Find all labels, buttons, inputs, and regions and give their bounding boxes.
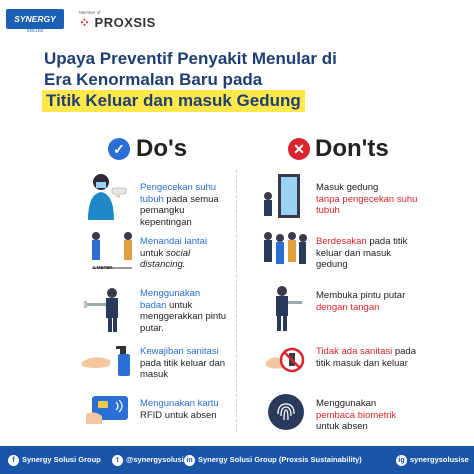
- title-line-2: Era Kenormalan Baru pada: [44, 70, 263, 89]
- dos-item-2: [140, 236, 232, 271]
- dos-item-2-highlight: Menandai lantai: [140, 236, 208, 247]
- cross-icon: ✕: [288, 138, 310, 160]
- donts-item-2-highlight: Berdesakan: [316, 236, 367, 247]
- dos-item-5-rest: RFID untuk absen: [140, 409, 217, 421]
- dos-item-2-rest: untuk: [140, 247, 166, 259]
- donts-item-4-highlight: Tidak ada sanitasi: [316, 346, 393, 357]
- donts-item-4-rest: pada titik masuk dan keluar: [316, 346, 416, 369]
- dos-heading: Do's: [136, 135, 188, 162]
- donts-item-1-highlight: tanpa pengecekan suhu tubuh: [316, 193, 418, 216]
- floor-distance-label: 1 METER: [93, 265, 113, 270]
- donts-heading: Don'ts: [315, 135, 389, 162]
- donts-item-5-rest: untuk absen: [316, 421, 368, 432]
- dos-item-4-highlight: Kewajiban sanitasi: [140, 346, 219, 357]
- twitter-icon: t: [112, 455, 123, 466]
- dos-item-3-highlight-b: badan: [140, 299, 167, 311]
- dos-item-5: [140, 398, 232, 421]
- footer-twitter-link[interactable]: [112, 446, 184, 474]
- donts-item-2-rest: pada titik keluar dan masuk gedung: [316, 236, 408, 270]
- fingerprint-icon: [266, 392, 306, 432]
- donts-item-1: [316, 182, 421, 217]
- donts-item-1-lead: Masuk gedung: [316, 182, 379, 193]
- column-divider: [236, 170, 237, 432]
- donts-item-2: [316, 236, 421, 271]
- no-sanitizer-illustration: [264, 342, 308, 378]
- dos-item-3-rest: untuk menggerakkan pintu putar.: [140, 299, 227, 334]
- footer-bar: [0, 446, 474, 474]
- donts-item-3: [316, 290, 421, 313]
- footer-instagram-label: synergysolusise: [410, 455, 469, 464]
- donts-item-4: [316, 346, 421, 369]
- dos-item-2-italic: social distancing.: [140, 247, 191, 270]
- page-title: [44, 48, 337, 90]
- donts-item-5: [316, 398, 421, 433]
- footer-facebook-label: Synergy Solusi Group: [22, 455, 101, 464]
- crowding-illustration: [260, 228, 308, 274]
- dos-item-3-highlight: Menggunakan: [140, 288, 201, 299]
- title-line-1: Upaya Preventif Penyakit Menular di: [44, 49, 337, 68]
- linkedin-icon: in: [184, 455, 195, 466]
- temperature-check-illustration: [74, 172, 134, 222]
- facebook-icon: f: [8, 455, 19, 466]
- proxsis-logo: [79, 15, 156, 31]
- donts-item-3-highlight: dengan tangan: [316, 301, 380, 313]
- entering-without-check-illustration: [258, 172, 308, 222]
- donts-item-5-lead: Menggunakan: [316, 398, 377, 409]
- rfid-card-illustration: [80, 388, 136, 428]
- revolving-door-body-illustration: [78, 285, 136, 333]
- footer-instagram-link[interactable]: [396, 446, 469, 474]
- dos-item-1-highlight-b: tubuh: [140, 193, 164, 205]
- dos-item-4-rest: pada titik keluar dan masuk: [140, 357, 226, 380]
- footer-twitter-label: @synergysolusi: [126, 455, 184, 464]
- proxsis-mark-icon: ⁘: [79, 15, 91, 30]
- hand-sanitizer-illustration: [76, 340, 136, 380]
- dos-item-1-rest: pada semua pemangku kepentingan: [140, 193, 219, 228]
- dos-item-1-highlight: Pengecekan suhu: [140, 182, 217, 193]
- checkmark-icon: ✓: [108, 138, 130, 160]
- dos-item-3: [140, 288, 232, 334]
- title-highlight: Titik Keluar dan masuk Gedung: [42, 90, 305, 112]
- dos-item-4: [140, 346, 232, 381]
- dos-item-5-highlight: Mengunakan kartu: [140, 398, 219, 409]
- revolving-door-hand-illustration: [262, 283, 308, 333]
- footer-linkedin-label: Synergy Solusi Group (Proxsis Sustainability): [198, 455, 362, 464]
- donts-item-3-lead: Membuka pintu putar: [316, 290, 406, 301]
- instagram-icon: ig: [396, 455, 407, 466]
- dos-item-1: [140, 182, 232, 228]
- proxsis-logo-text: PROXSIS: [94, 15, 156, 30]
- donts-item-5-highlight: pembaca biometrik: [316, 409, 397, 421]
- synergy-logo: SYNERGY: [6, 9, 64, 29]
- synergy-logo-subtitle: SOLUSI: [26, 28, 44, 33]
- footer-linkedin-link[interactable]: [184, 446, 362, 474]
- member-of-label: Member of: [79, 10, 101, 15]
- footer-facebook-link[interactable]: [8, 446, 101, 474]
